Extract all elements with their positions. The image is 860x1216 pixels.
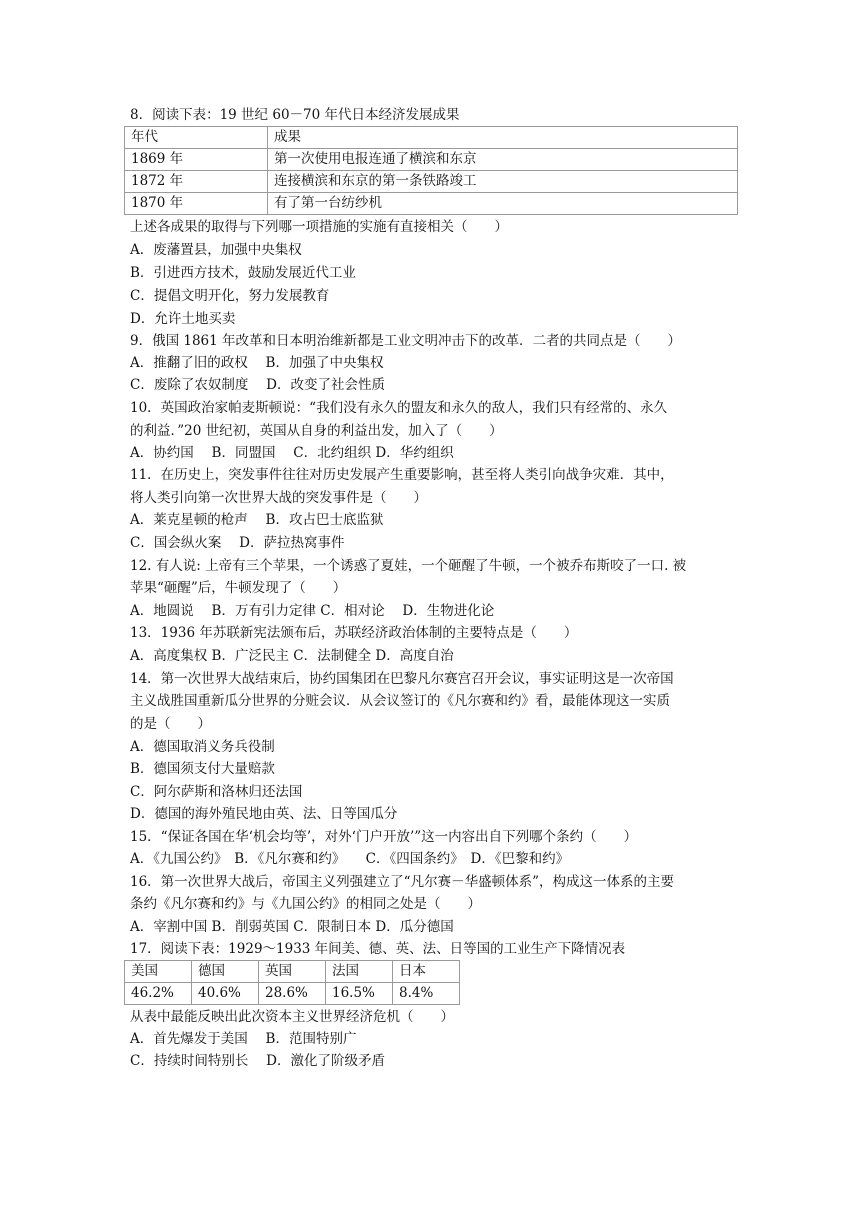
q13-options: A．高度集权 B．广泛民主 C．法制健全 D．高度自治 bbox=[130, 648, 454, 664]
q17-table bbox=[124, 960, 460, 1005]
table-cell: 1870 年 bbox=[125, 193, 268, 215]
q14-option-d: D．德国的海外殖民地由英、法、日等国瓜分 bbox=[130, 806, 398, 822]
q8-option-c: C．提倡文明开化，努力发展教育 bbox=[130, 288, 330, 304]
q17-options-line2: C．持续时间特别长 D．激化了阶级矛盾 bbox=[130, 1053, 385, 1069]
table-cell: 1872 年 bbox=[125, 171, 268, 193]
table-row bbox=[125, 171, 738, 193]
q10-stem-line2: 的利益．”20 世纪初，英国从自身的利益出发，加入了（ ） bbox=[130, 423, 503, 439]
q11-stem-line2: 将人类引向第一次世界大战的突发事件是（ ） bbox=[130, 490, 427, 506]
q14-stem-line3: 的是（ ） bbox=[130, 716, 211, 732]
q8-option-a: A．废藩置县，加强中央集权 bbox=[130, 242, 302, 258]
table-row bbox=[125, 149, 738, 171]
table-cell: 8.4% bbox=[393, 983, 460, 1005]
q8-question: 上述各成果的取得与下列哪一项措施的实施有直接相关（ ） bbox=[130, 219, 508, 235]
q10-stem-line1: 10．英国政治家帕麦斯顿说：“我们没有永久的盟友和永久的敌人，我们只有经常的、永久 bbox=[130, 400, 668, 416]
table-cell: 连接横滨和东京的第一条铁路竣工 bbox=[268, 171, 738, 193]
table-header-cell: 年代 bbox=[125, 127, 268, 149]
q14-stem-line1: 14．第一次世界大战结束后，协约国集团在巴黎凡尔赛宫召开会议，事实证明这是一次帝国 bbox=[130, 671, 674, 687]
q13-stem: 13．1936 年苏联新宪法颁布后，苏联经济政治体制的主要特点是（ ） bbox=[130, 625, 578, 641]
q14-option-c: C．阿尔萨斯和洛林归还法国 bbox=[130, 784, 303, 800]
q11-options-line1: A．莱克星顿的枪声 B．攻占巴士底监狱 bbox=[130, 512, 384, 528]
q8-option-d: D．允许土地买卖 bbox=[130, 311, 236, 327]
q9-options-line1: A．推翻了旧的政权 B．加强了中央集权 bbox=[130, 355, 384, 371]
table-cell: 46.2% bbox=[125, 983, 192, 1005]
q12-stem-line2: 苹果“砸醒”后，牛顿发现了（ ） bbox=[130, 580, 347, 596]
q17-stem: 17．阅读下表：1929～1933 年间美、德、英、法、日等国的工业生产下降情况表 bbox=[130, 941, 626, 957]
q16-options: A．宰割中国 B．削弱英国 C．限制日本 D．瓜分德国 bbox=[130, 919, 454, 935]
q15-options: A．《九国公约》 B．《凡尔赛和约》 C．《四国条约》 D．《巴黎和约》 bbox=[130, 851, 570, 867]
q8-table bbox=[124, 126, 738, 215]
q14-option-b: B．德国须支付大量赔款 bbox=[130, 761, 275, 777]
q14-option-a: A．德国取消义务兵役制 bbox=[130, 739, 275, 755]
q8-option-b: B．引进西方技术，鼓励发展近代工业 bbox=[130, 265, 356, 281]
table-row bbox=[125, 983, 460, 1005]
table-header-cell: 德国 bbox=[192, 961, 259, 983]
table-header-row bbox=[125, 127, 738, 149]
table-header-cell: 成果 bbox=[268, 127, 738, 149]
q15-stem: 15．“保证各国在华‘机会均等’，对外‘门户开放’”这一内容出自下列哪个条约（ ） bbox=[130, 829, 638, 845]
q11-options-line2: C．国会纵火案 D．萨拉热窝事件 bbox=[130, 535, 345, 551]
q9-options-line2: C．废除了农奴制度 D．改变了社会性质 bbox=[130, 377, 385, 393]
q9-stem: 9．俄国 1861 年改革和日本明治维新都是工业文明冲击下的改革．二者的共同点是（ ） bbox=[130, 333, 682, 349]
q8-stem: 8．阅读下表：19 世纪 60－70 年代日本经济发展成果 bbox=[130, 107, 460, 123]
table-header-cell: 美国 bbox=[125, 961, 192, 983]
table-header-cell: 法国 bbox=[326, 961, 393, 983]
q16-stem-line1: 16．第一次世界大战后，帝国主义列强建立了“凡尔赛－华盛顿体系”，构成这一体系的主要 bbox=[130, 874, 674, 890]
table-header-row bbox=[125, 961, 460, 983]
table-cell: 40.6% bbox=[192, 983, 259, 1005]
table-cell: 第一次使用电报连通了横滨和东京 bbox=[268, 149, 738, 171]
table-row bbox=[125, 193, 738, 215]
q17-options-line1: A．首先爆发于美国 B．范围特别广 bbox=[130, 1031, 357, 1047]
q14-stem-line2: 主义战胜国重新瓜分世界的分赃会议．从会议签订的《凡尔赛和约》看，最能体现这一实质 bbox=[130, 693, 670, 709]
q11-stem-line1: 11．在历史上，突发事件往往对历史发展产生重要影响，甚至将人类引向战争灾难．其中， bbox=[130, 467, 674, 483]
q16-stem-line2: 条约《凡尔赛和约》与《九国公约》的相同之处是（ ） bbox=[130, 896, 481, 912]
table-header-cell: 英国 bbox=[259, 961, 326, 983]
table-cell: 1869 年 bbox=[125, 149, 268, 171]
table-header-cell: 日本 bbox=[393, 961, 460, 983]
q12-stem-line1: 12. 有人说: 上帝有三个苹果，一个诱惑了夏娃，一个砸醒了牛顿，一个被乔布斯咬了一口. 被 bbox=[130, 558, 687, 574]
q17-question: 从表中最能反映出此次资本主义世界经济危机（ ） bbox=[130, 1009, 454, 1025]
q10-options: A．协约国 B．同盟国 C．北约组织 D．华约组织 bbox=[130, 445, 454, 461]
table-cell: 16.5% bbox=[326, 983, 393, 1005]
q12-options: A．地圆说 B．万有引力定律 C．相对论 D．生物进化论 bbox=[130, 603, 495, 619]
table-cell: 28.6% bbox=[259, 983, 326, 1005]
table-cell: 有了第一台纺纱机 bbox=[268, 193, 738, 215]
